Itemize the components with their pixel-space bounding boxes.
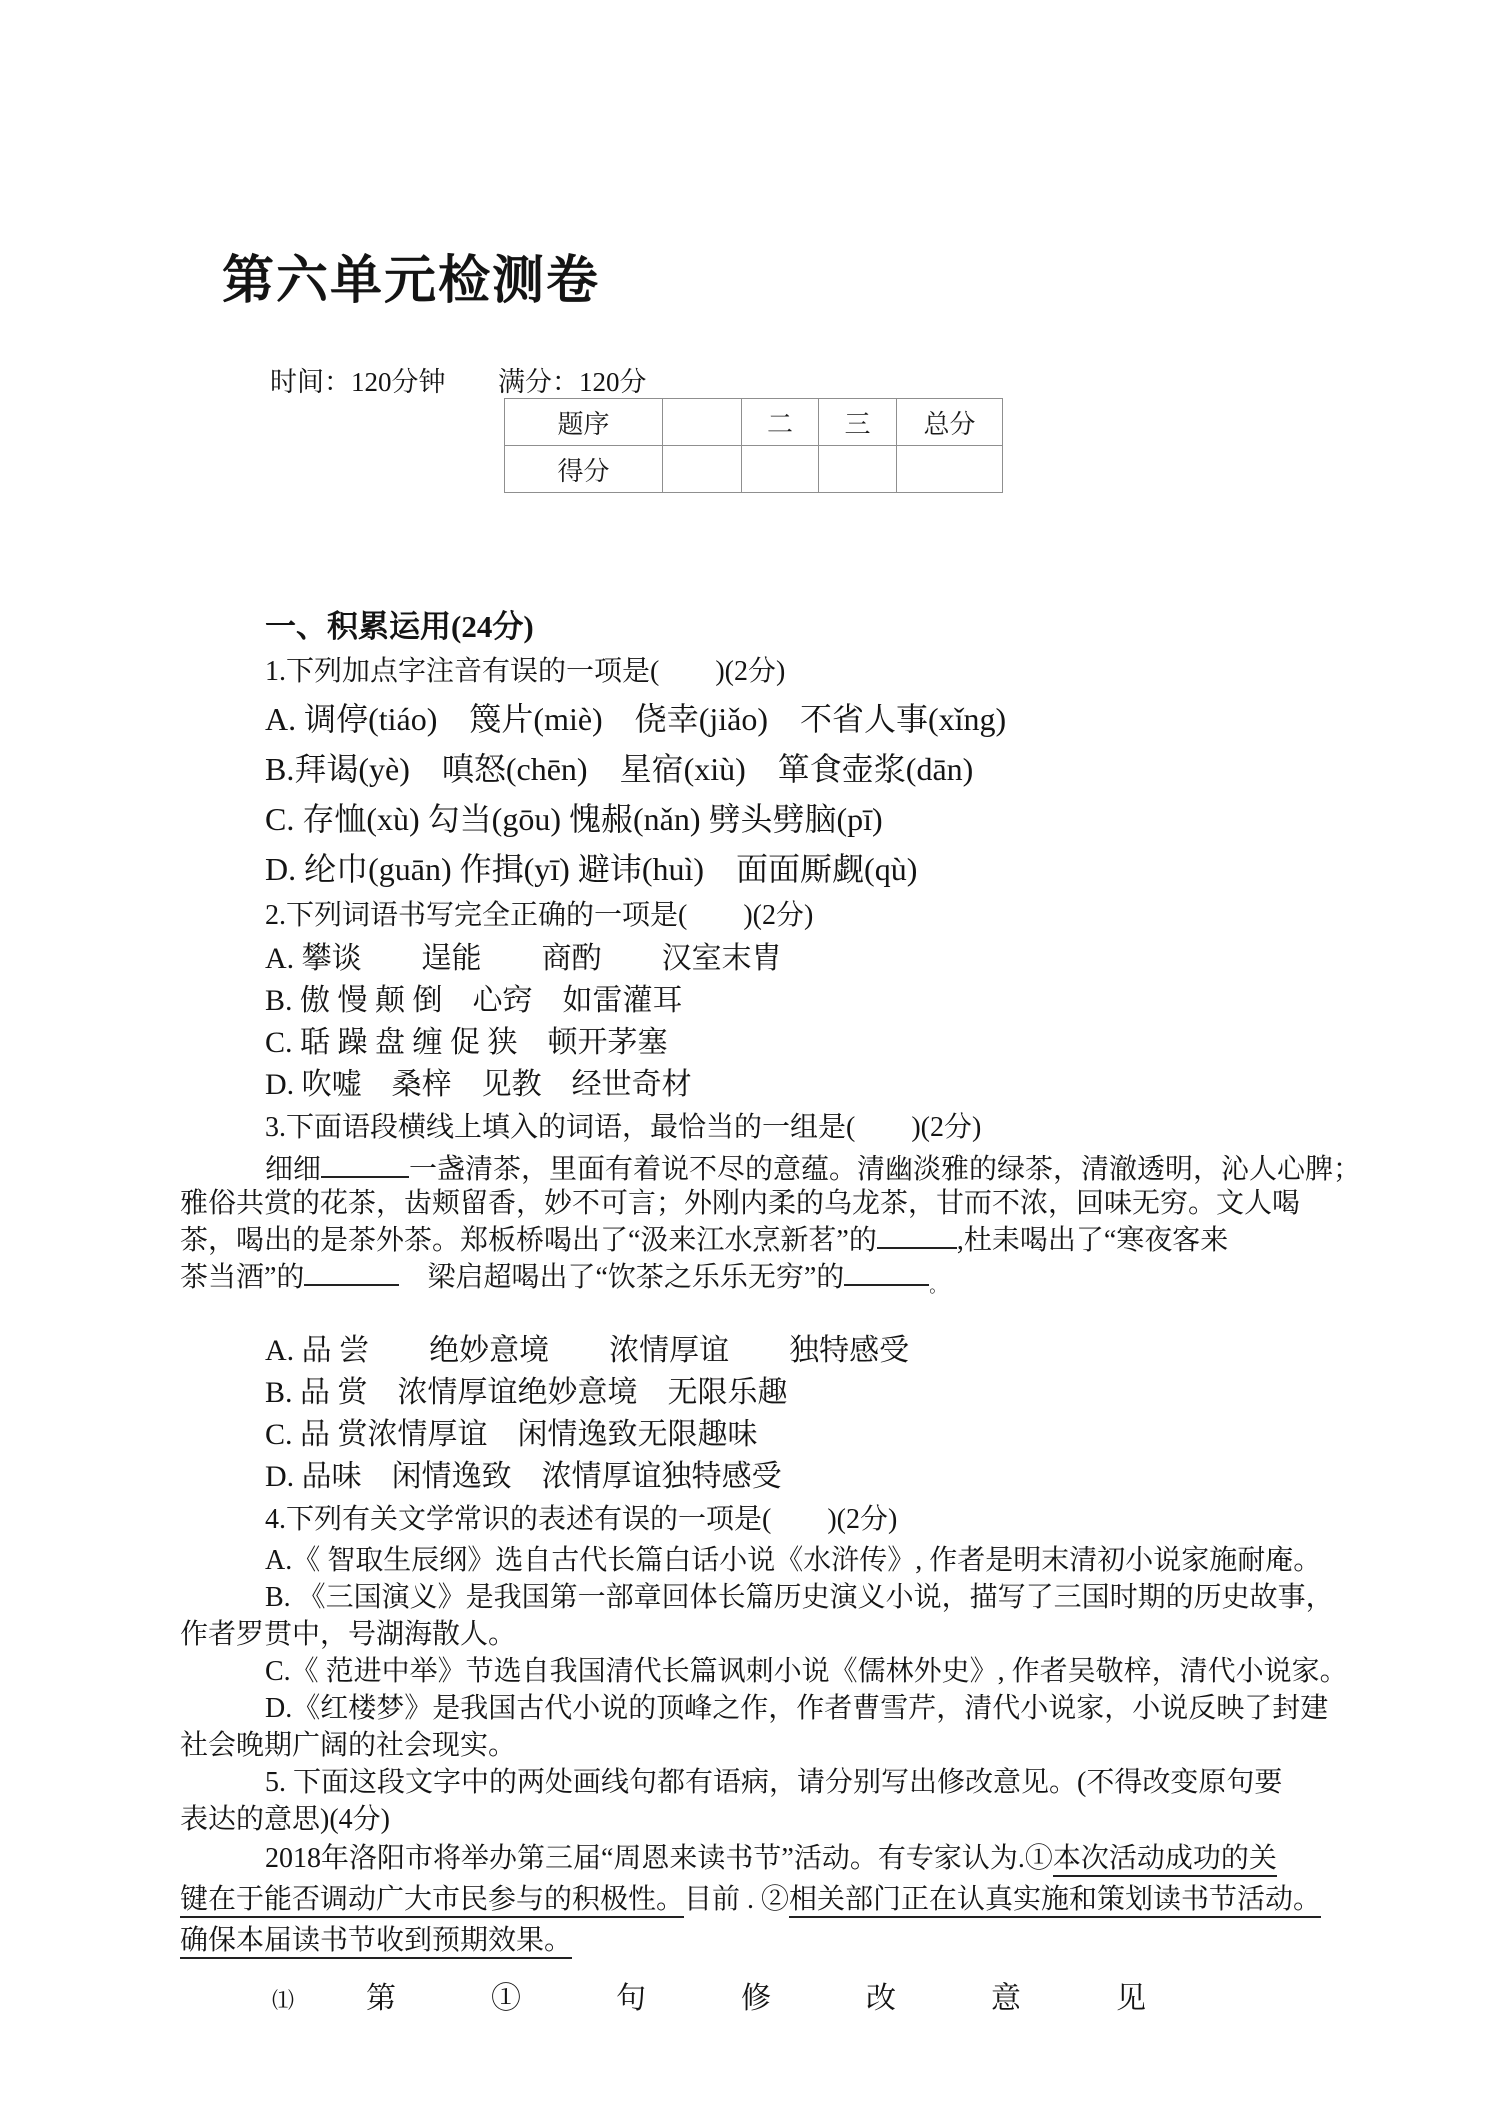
question-1-stem: 1.下列加点字注音有误的一项是( )(2分) <box>265 656 786 687</box>
text-line <box>180 1150 1440 1187</box>
underlined-text: 相关部门正在认真实施和策划读书节活动。 <box>789 1884 1321 1918</box>
text-line <box>180 1838 1440 1879</box>
text-line <box>180 1764 1440 1801</box>
text-segment: 2018年洛阳市将举办第三届“周恩来读书节”活动。有专家认为.① <box>265 1843 1053 1874</box>
score-table <box>504 398 1003 493</box>
score-table-cell: 三 <box>819 399 897 446</box>
question-2-option-a: A. 攀谈 逞能 商酌 汉室末胄 <box>265 942 782 975</box>
text-segment: 社会晚期广阔的社会现实。 <box>180 1730 517 1761</box>
blank-underline <box>304 1258 399 1286</box>
score-table-cell <box>663 399 742 446</box>
underlined-text: 本次活动成功的关 <box>1053 1843 1277 1877</box>
underlined-text: 键在于能否调动广大市民参与的积极性。 <box>180 1884 684 1918</box>
score-table-cell <box>897 446 1003 493</box>
question-3-option-a: A. 品 尝 绝妙意境 浓情厚谊 独特感受 <box>265 1334 910 1367</box>
question-2-option-b: B. 傲 慢 颠 倒 心窍 如雷灌耳 <box>265 984 683 1017</box>
question-3-option-b: B. 品 赏 浓情厚谊绝妙意境 无限乐趣 <box>265 1376 788 1409</box>
question-2-option-c: C. 聒 躁 盘 缠 促 狭 顿开茅塞 <box>265 1026 668 1059</box>
text-line <box>180 1579 1440 1616</box>
text-segment: A.《 智取生辰纲》选自古代长篇白话小说《水浒传》, 作者是明末清初小说家施耐庵。 <box>265 1545 1322 1576</box>
full-score-label: 满分：120分 <box>498 367 647 397</box>
text-segment: 雅俗共赏的花茶，齿颊留香，妙不可言；外刚内柔的乌龙茶，甘而不浓，回味无穷。文人喝 <box>180 1188 1301 1219</box>
score-table-cell <box>663 446 742 493</box>
text-line <box>180 1653 1440 1690</box>
text-segment: 表达的意思)(4分) <box>180 1804 390 1835</box>
text-segment: ,杜耒喝出了“寒夜客来 <box>956 1225 1229 1256</box>
text-line <box>180 1879 1440 1920</box>
blank-underline <box>321 1150 409 1178</box>
text-line <box>180 1187 1440 1221</box>
text-segment: 茶当酒”的 <box>180 1262 305 1293</box>
blank-underline <box>877 1221 957 1249</box>
text-segment: 5. 下面这段文字中的两处画线句都有语病，请分别写出修改意见。(不得改变原句要 <box>265 1767 1283 1798</box>
underlined-text: 确保本届读书节收到预期效果。 <box>180 1925 572 1959</box>
blank-underline <box>844 1258 929 1286</box>
text-line <box>180 1616 1440 1653</box>
question-2-stem: 2.下列词语书写完全正确的一项是( )(2分) <box>265 900 814 931</box>
exam-body <box>180 598 1440 2017</box>
text-segment: B. 《三国演义》是我国第一部章回体长篇历史演义小说，描写了三国时期的历史故事， <box>265 1582 1334 1613</box>
text-line <box>180 1221 1440 1258</box>
score-table-cell: 总分 <box>897 399 1003 446</box>
text-segment: 梁启超喝出了“饮茶之乐乐无穷”的 <box>399 1262 845 1293</box>
question-3-options <box>180 1330 1440 1498</box>
text-line <box>180 1727 1440 1764</box>
question-5-answer-row <box>180 1973 1440 2017</box>
text-line <box>180 1258 1440 1304</box>
score-table-cell <box>819 446 897 493</box>
score-table-cell: 二 <box>742 399 819 446</box>
score-table-cell: 得分 <box>505 446 663 493</box>
text-segment: C.《 范进中举》节选自我国清代长篇讽刺小说《儒林外史》, 作者吴敬梓，清代小说家。 <box>265 1656 1348 1687</box>
exam-info-row <box>270 360 647 399</box>
question-3-stem: 3.下面语段横线上填入的词语，最恰当的一组是( )(2分) <box>265 1112 982 1143</box>
question-3-passage <box>180 1150 1440 1304</box>
answer-item-label: 第①句修改意见 <box>366 1982 1242 2015</box>
score-table-score-row <box>505 446 1003 493</box>
text-segment: 一盏清茶，里面有着说不尽的意蕴。清幽淡雅的绿茶，清澈透明，沁人心脾； <box>409 1154 1362 1185</box>
question-5-stem <box>180 1764 1440 1838</box>
text-segment: D.《红楼梦》是我国古代小说的顶峰之作，作者曹雪芹，清代小说家，小说反映了封建 <box>265 1693 1329 1724</box>
question-3-option-d: D. 品味 闲情逸致 浓情厚谊独特感受 <box>265 1460 782 1493</box>
text-segment: 目前 . ② <box>684 1884 790 1915</box>
question-3-option-c: C. 品 赏浓情厚谊 闲情逸致无限趣味 <box>265 1418 758 1451</box>
text-line <box>180 1690 1440 1727</box>
question-4-stem: 4.下列有关文学常识的表述有误的一项是( )(2分) <box>265 1504 898 1535</box>
page-title: 第六单元检测卷 <box>222 253 601 310</box>
question-1-option-b: B.拜谒(yè) 嗔怒(chēn) 星宿(xiù) 箪食壶浆(dān) <box>265 751 974 787</box>
text-segment: 作者罗贯中，号湖海散人。 <box>180 1619 517 1650</box>
section-heading: 一、积累运用(24分) <box>265 609 534 644</box>
question-4-options <box>180 1542 1440 1764</box>
text-line <box>180 1801 1440 1838</box>
question-1-option-c: C. 存恤(xù) 勾当(gōu) 愧赧(nǎn) 劈头劈脑(pī) <box>265 801 883 837</box>
score-table-cell: 题序 <box>505 399 663 446</box>
question-2-option-d: D. 吹嘘 桑梓 见教 经世奇材 <box>265 1068 692 1101</box>
question-5-paragraph <box>180 1838 1440 1961</box>
text-segment: 细细 <box>265 1154 322 1185</box>
score-table-header-row <box>505 399 1003 446</box>
question-1-option-d: D. 纶巾(guān) 作揖(yī) 避讳(huì) 面面厮觑(qù) <box>265 851 918 887</box>
score-table-cell <box>742 446 819 493</box>
text-line <box>180 1920 1440 1961</box>
text-segment: 茶，喝出的是茶外茶。郑板桥喝出了“汲来江水烹新茗”的 <box>180 1225 877 1256</box>
answer-item-number: ⑴ <box>272 1988 295 2013</box>
question-1-option-a: A. 调停(tiáo) 篾片(miè) 侥幸(jiǎo) 不省人事(xǐng) <box>265 701 1007 737</box>
text-line <box>180 1542 1440 1579</box>
text-segment: 。 <box>929 1277 947 1296</box>
time-limit-label: 时间：120分钟 <box>270 367 446 397</box>
